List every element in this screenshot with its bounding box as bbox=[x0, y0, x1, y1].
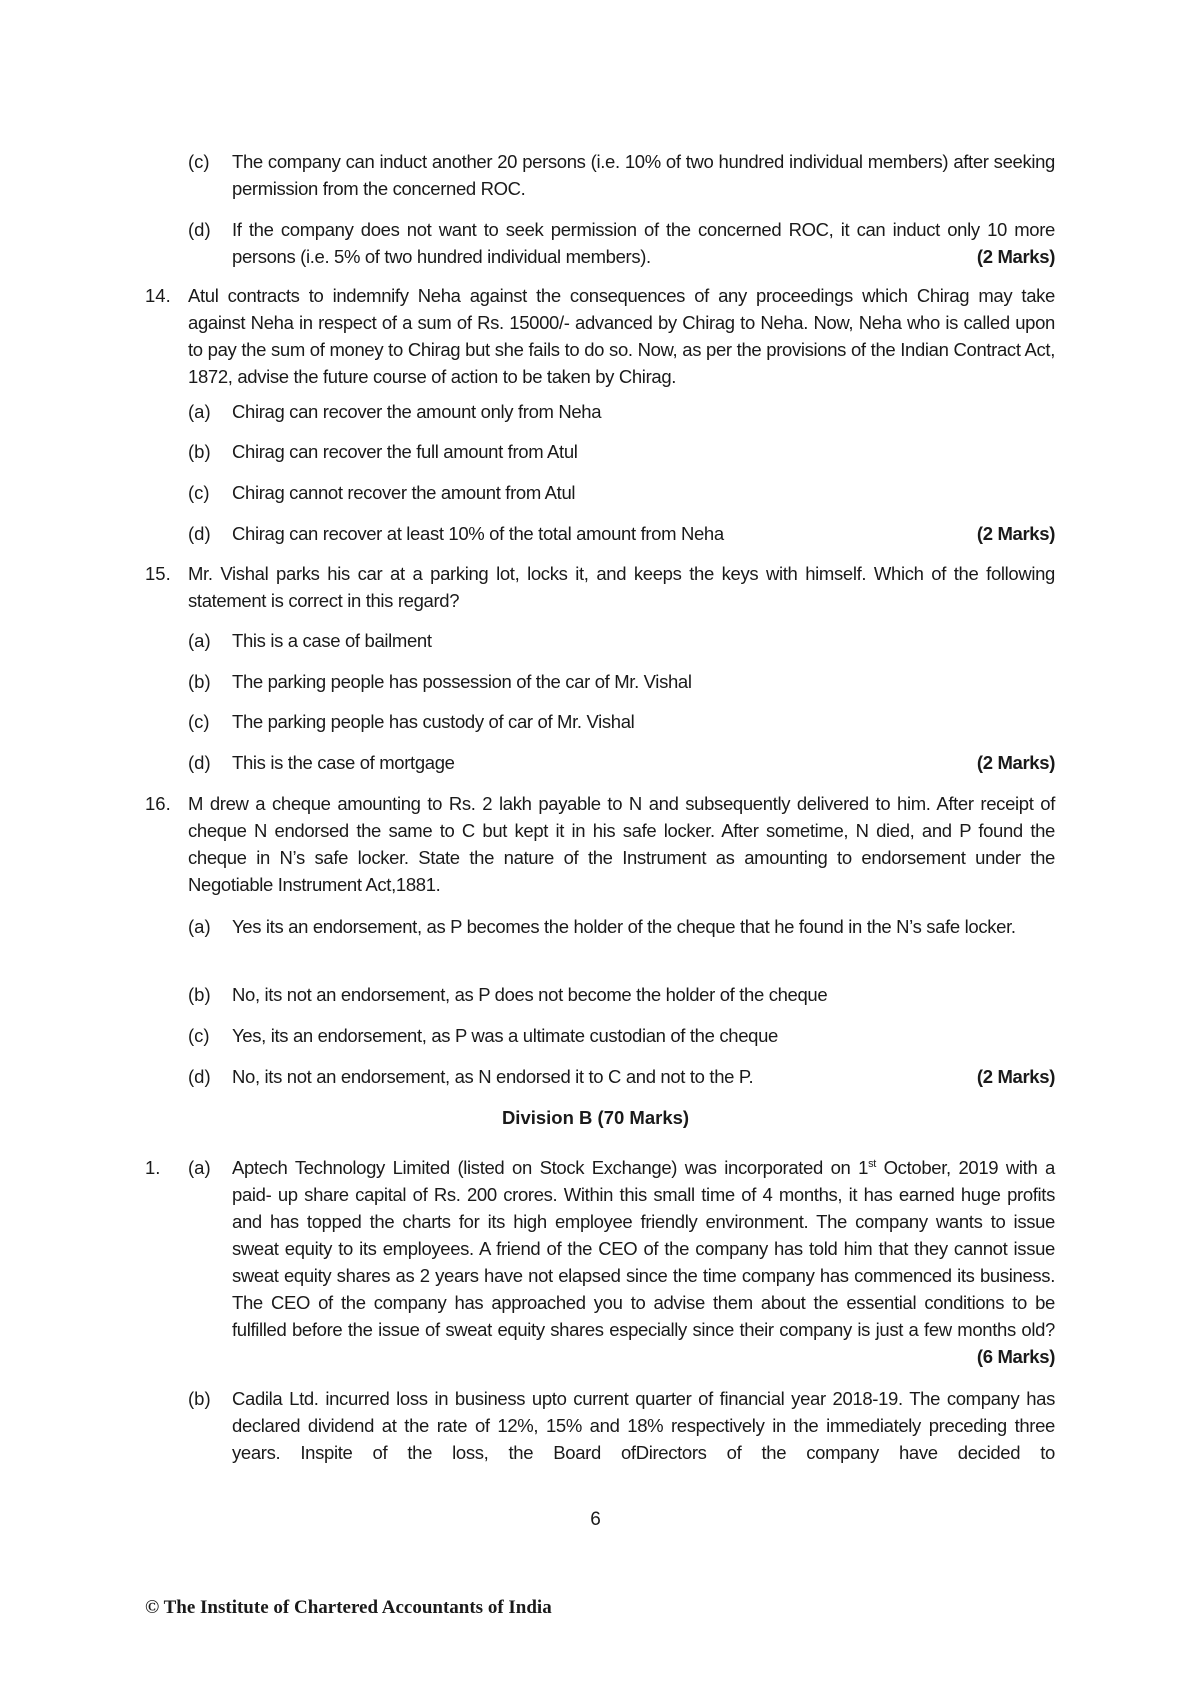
option-label: (d) bbox=[188, 752, 211, 773]
option-label: (a) bbox=[188, 916, 211, 937]
option-text: This is a case of bailment bbox=[232, 630, 432, 651]
question-number: 1. bbox=[145, 1157, 161, 1178]
page-number: 6 bbox=[590, 1509, 601, 1530]
question-stem: M drew a cheque amounting to Rs. 2 lakh payable to N and subsequently delivered to him. After receipt of cheque N endorsed the same to C but kept it in his safe locker. After sometime, N died, and P found the cheque in N’s safe locker. State the nature of the Instrument as amounting to endorsement under the Negotiable Instrument Act,1881. bbox=[188, 793, 1055, 895]
option-label: (b) bbox=[188, 984, 211, 1005]
footer-copyright: © The Institute of Chartered Accountants of India bbox=[145, 1597, 552, 1618]
option-text: The parking people has custody of car of Mr. Vishal bbox=[232, 711, 635, 732]
question-number: 15. bbox=[145, 563, 171, 584]
option-label: (c) bbox=[188, 711, 210, 732]
option-label: (d) bbox=[188, 1066, 211, 1087]
question-stem: Atul contracts to indemnify Neha against the consequences of any proceedings which Chirag may take against Neha in respect of a sum of Rs. 15000/- advanced by Chirag to Neha. Now, Neha who is called upon to pay the sum of money to Chirag but she fails to do so. Now, as per the provisions of the Indian Contract Act, 1872, advise the future course of action to be taken by Chirag. bbox=[188, 285, 1055, 387]
option-label: (b) bbox=[188, 1388, 211, 1409]
question-part-b: Cadila Ltd. incurred loss in business upto current quarter of financial year 2018-19. The company has declared dividend at the rate of 12%, 15% and 18% respectively in the immediately preceding three years. Inspite of the loss, the Board ofDirectors of the company have decided to bbox=[232, 1388, 1055, 1463]
option-label: (a) bbox=[188, 1157, 211, 1178]
option-text: The parking people has possession of the car of Mr. Vishal bbox=[232, 671, 692, 692]
option-label: (c) bbox=[188, 1025, 210, 1046]
option-text: Chirag can recover the amount only from Neha bbox=[232, 401, 602, 422]
marks-label: (2 Marks) bbox=[976, 1066, 1055, 1087]
option-label: (c) bbox=[188, 482, 210, 503]
marks-label: (2 Marks) bbox=[976, 752, 1055, 773]
marks-label: (2 Marks) bbox=[976, 246, 1055, 267]
question-stem: Mr. Vishal parks his car at a parking lot, locks it, and keeps the keys with himself. Which of the following statement is correct in this regard? bbox=[188, 563, 1055, 611]
option-label: (b) bbox=[188, 671, 211, 692]
option-text-content: If the company does not want to seek permission of the concerned ROC, it can induct only 10 more persons (i.e. 5% of two hundred individual members). bbox=[232, 219, 1055, 267]
option-label: (d) bbox=[188, 523, 211, 544]
text-segment: Aptech Technology Limited (listed on Stock Exchange) was incorporated on 1 bbox=[232, 1157, 869, 1178]
option-text: The company can induct another 20 persons (i.e. 10% of two hundred individual members) after seeking permission from the concerned ROC. bbox=[232, 151, 1055, 199]
marks-label: (6 Marks) bbox=[976, 1346, 1055, 1367]
option-text: Chirag cannot recover the amount from Atul bbox=[232, 482, 576, 503]
question-part-a bbox=[232, 1154, 1055, 1370]
option-text bbox=[232, 216, 1055, 270]
option-label: (c) bbox=[188, 151, 210, 172]
section-heading: Division B (70 Marks) bbox=[501, 1107, 690, 1128]
question-number: 16. bbox=[145, 793, 171, 814]
marks-label: (2 Marks) bbox=[976, 523, 1055, 544]
question-number: 14. bbox=[145, 285, 171, 306]
option-text: No, its not an endorsement, as P does not become the holder of the cheque bbox=[232, 984, 828, 1005]
option-label: (a) bbox=[188, 401, 211, 422]
question-part-a-text bbox=[232, 1154, 1055, 1370]
option-text: Chirag can recover the full amount from Atul bbox=[232, 441, 578, 462]
option-item bbox=[232, 216, 1055, 270]
option-text: No, its not an endorsement, as N endorsed it to C and not to the P. bbox=[232, 1066, 754, 1087]
option-label: (b) bbox=[188, 441, 211, 462]
text-segment: October, 2019 with a paid- up share capital of Rs. 200 crores. Within this small time of 4 months, it has earned huge profits and has topped the charts for its high employee friendly environment. The company wants to issue sweat equity to its employees. A friend of the CEO of the company has told him that they cannot issue sweat equity shares as 2 years have not elapsed since the time company has commenced its business. The CEO of the company has approached you to advise them about the essential conditions to be fulfilled before the issue of sweat equity shares especially since their company is just a few months old? bbox=[232, 1157, 1055, 1340]
option-label: (d) bbox=[188, 219, 211, 240]
option-label: (a) bbox=[188, 630, 211, 651]
option-text: Yes, its an endorsement, as P was a ultimate custodian of the cheque bbox=[232, 1025, 778, 1046]
option-text: Yes its an endorsement, as P becomes the holder of the cheque that he found in the N’s safe locker. bbox=[232, 916, 1016, 937]
option-text: Chirag can recover at least 10% of the total amount from Neha bbox=[232, 523, 724, 544]
option-text: This is the case of mortgage bbox=[232, 752, 455, 773]
superscript: st bbox=[868, 1158, 876, 1170]
